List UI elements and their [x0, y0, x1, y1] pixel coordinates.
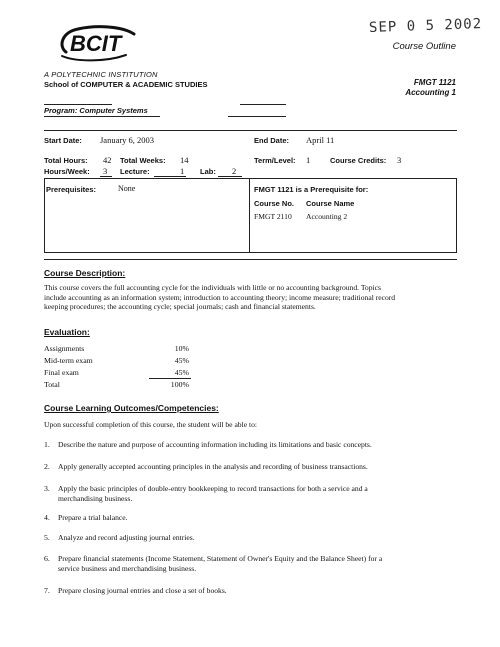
program-name: Program: Computer Systems	[44, 106, 148, 115]
outcome-text: Prepare financial statements (Income Statement, Statement of Owner's Equity and the Balance Sheet) for a	[58, 554, 383, 563]
prereq-col-course-name: Course Name	[306, 199, 355, 208]
outcome-text: Apply generally accepted accounting principles in the analysis and recording of business transactions.	[58, 462, 368, 471]
prereq-col-course-no: Course No.	[254, 199, 295, 208]
evaluation-item-name: Final exam	[44, 368, 79, 377]
outcome-text: merchandising business.	[58, 493, 133, 503]
evaluation-item-percent: 10%	[174, 344, 189, 353]
prerequisites-divider	[249, 178, 250, 253]
end-date-label: End Date:	[254, 136, 290, 145]
total-weeks-value: 14	[180, 155, 189, 165]
section-rule	[44, 259, 457, 260]
outcome-number: 6.	[44, 554, 50, 563]
document-type: Course Outline	[392, 41, 456, 52]
rule	[218, 176, 242, 177]
bcit-logo-mark	[56, 22, 138, 66]
description-line: keeping procedures; the accounting cycle; special journals; cash and financial statements.	[44, 302, 316, 311]
prerequisites-label: Prerequisites:	[46, 185, 97, 194]
lecture-label: Lecture:	[120, 167, 150, 176]
evaluation-heading: Evaluation:	[44, 327, 90, 337]
received-date-stamp: SEP 0 5 2002	[368, 16, 483, 36]
evaluation-item-name: Mid-term exam	[44, 356, 93, 365]
prereq-row-course-name: Accounting 2	[306, 212, 348, 221]
outcome-text: Prepare a trial balance.	[58, 513, 128, 522]
end-date-value: April 11	[306, 135, 335, 145]
outcome-text: Describe the nature and purpose of accounting information including its limitations and basic concepts.	[58, 440, 372, 449]
course-credits-value: 3	[397, 155, 402, 165]
school-name: School of COMPUTER & ACADEMIC STUDIES	[44, 80, 208, 89]
outcome-number: 1.	[44, 440, 50, 449]
lecture-value: 1	[180, 166, 185, 176]
rule	[44, 116, 160, 117]
term-level-value: 1	[306, 155, 311, 165]
section-rule	[44, 130, 457, 131]
evaluation-item-percent: 100%	[170, 380, 189, 389]
evaluation-item-percent: 45%	[174, 368, 189, 377]
rule	[100, 176, 112, 177]
hours-week-label: Hours/Week:	[44, 167, 90, 176]
total-hours-value: 42	[103, 155, 112, 165]
outcome-number: 3.	[44, 484, 50, 493]
course-credits-label: Course Credits:	[330, 156, 387, 165]
total-underline	[149, 378, 191, 379]
lab-label: Lab:	[200, 167, 216, 176]
outcomes-intro: Upon successful completion of this course, the student will be able to:	[44, 420, 258, 429]
outcome-number: 5.	[44, 533, 50, 542]
total-weeks-label: Total Weeks:	[120, 156, 166, 165]
outcome-number: 4.	[44, 513, 50, 522]
total-hours-label: Total Hours:	[44, 156, 88, 165]
description-line: include accounting as an information system; introduction to accounting theory; income measure; traditional record	[44, 292, 396, 302]
outcome-text: service business and merchandising business.	[58, 563, 197, 573]
description-line: This course covers the full accounting cycle for the individuals with little or no accounting background. Topics	[44, 283, 381, 292]
outcome-text: Prepare closing journal entries and close a set of books.	[58, 586, 227, 595]
start-date-label: Start Date:	[44, 136, 82, 145]
prerequisite-for-heading: FMGT 1121 is a Prerequisite for:	[254, 185, 369, 194]
term-level-label: Term/Level:	[254, 156, 296, 165]
hours-week-value: 3	[103, 166, 108, 176]
outcome-text: Analyze and record adjusting journal entries.	[58, 533, 195, 542]
rule	[154, 176, 186, 177]
evaluation-item-name: Total	[44, 380, 60, 389]
rule	[240, 104, 286, 105]
evaluation-item-percent: 45%	[174, 356, 189, 365]
prereq-row-course-no: FMGT 2110	[254, 212, 292, 221]
course-title: Accounting 1	[405, 88, 456, 97]
institution-tagline: A POLYTECHNIC INSTITUTION	[44, 70, 158, 79]
outcome-text: Apply the basic principles of double-entry bookkeeping to record transactions for both a service and a	[58, 484, 368, 493]
outcome-number: 7.	[44, 586, 50, 595]
learning-outcomes-heading: Course Learning Outcomes/Competencies:	[44, 403, 219, 413]
rule	[44, 104, 112, 105]
prerequisites-box	[44, 178, 457, 253]
lab-value: 2	[232, 166, 237, 176]
rule	[228, 116, 286, 117]
evaluation-item-name: Assignments	[44, 344, 85, 353]
course-description-heading: Course Description:	[44, 268, 126, 278]
bcit-logo	[56, 22, 138, 66]
prerequisites-value: None	[118, 184, 136, 193]
start-date-value: January 6, 2003	[100, 135, 155, 145]
logo-text: BCIT	[70, 31, 122, 56]
course-code: FMGT 1121	[413, 78, 456, 87]
outcome-number: 2.	[44, 462, 50, 471]
